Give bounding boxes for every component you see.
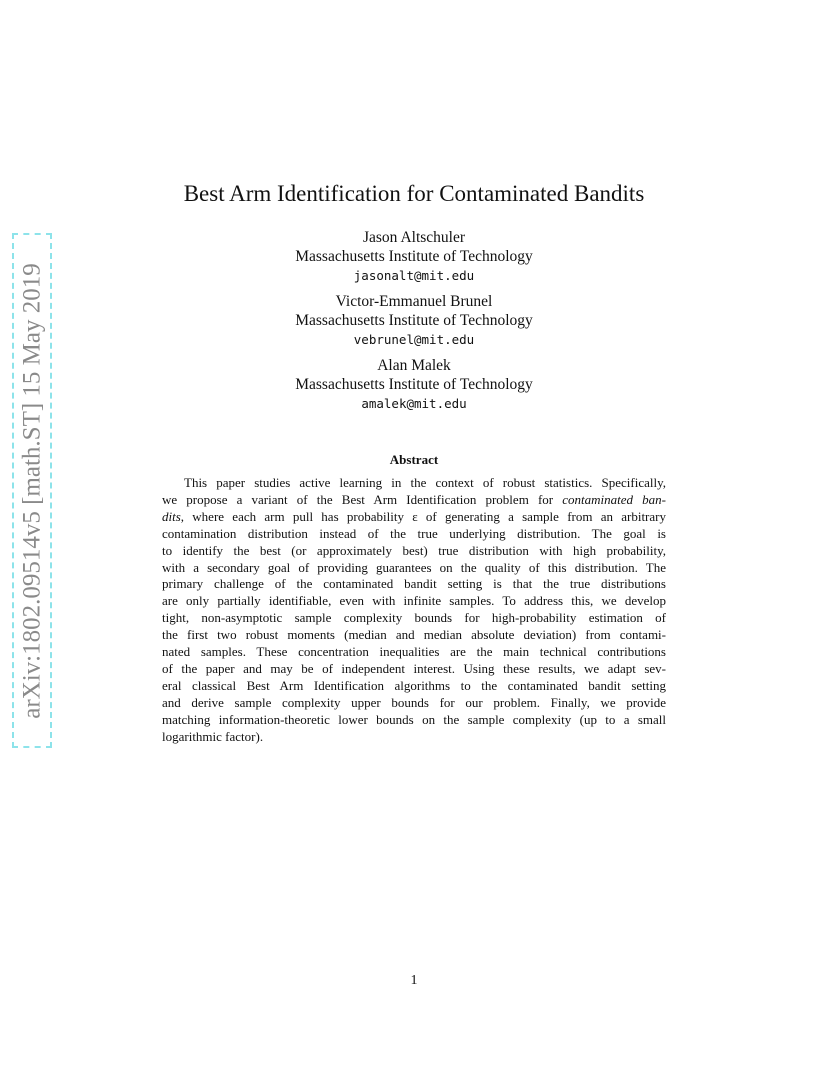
author-block (0, 228, 828, 285)
author-email: amalek@mit.edu (361, 396, 467, 411)
author-block (0, 356, 828, 413)
abstract-body (162, 475, 666, 746)
abstract-line: we propose a variant of the Best Arm Identification problem for contaminated ban- (162, 491, 666, 507)
abstract-line: eral classical Best Arm Identification algorithms to the contaminated bandit setting (162, 677, 666, 693)
abstract-line: of the paper and may be of independent interest. Using these results, we adapt sev- (162, 660, 666, 676)
author-email: vebrunel@mit.edu (353, 332, 475, 347)
abstract-line: to identify the best (or approximately best) true distribution with high probability, (162, 542, 666, 558)
abstract-line: the first two robust moments (median and median absolute deviation) from contami- (162, 627, 666, 643)
author-institution: Massachusetts Institute of Technology (295, 312, 533, 329)
abstract-line: contamination distribution instead of the true underlying distribution. The goal is (162, 525, 666, 541)
paper-title: Best Arm Identification for Contaminated Bandits (183, 181, 645, 206)
abstract-line: dits, where each arm pull has probability ε of generating a sample from an arbitrary (162, 508, 666, 524)
author-name: Jason Altschuler (362, 229, 466, 246)
abstract-heading: Abstract (389, 452, 439, 467)
emphasis: dits (162, 508, 181, 524)
author-block (0, 292, 828, 349)
abstract-line: logarithmic factor). (162, 728, 264, 744)
arxiv-identifier: arXiv:1802.09514v5 [math.ST] 15 May 2019 (18, 262, 46, 719)
abstract-line: matching information-theoretic lower bounds on the sample complexity (up to a small (162, 711, 666, 727)
abstract-line: and derive sample complexity upper bounds for our problem. Finally, we provide (162, 694, 666, 710)
emphasis: contaminated ban- (562, 491, 666, 507)
abstract-line: This paper studies active learning in the context of robust statistics. Specifically, (184, 475, 666, 490)
abstract-line: tight, non-asymptotic sample complexity bounds for high-probability estimation of (162, 610, 666, 626)
author-email: jasonalt@mit.edu (353, 268, 475, 283)
abstract-line: primary challenge of the contaminated bandit setting is that the true distributions (162, 576, 666, 592)
abstract-line: with a secondary goal of providing guarantees on the quality of this distribution. The (162, 559, 666, 575)
page-number: 1 (410, 973, 418, 988)
abstract-line: nated samples. These concentration inequalities are the main technical contributions (162, 644, 666, 660)
author-institution: Massachusetts Institute of Technology (295, 248, 533, 265)
abstract-line: are only partially identifiable, even with infinite samples. To address this, we develop (162, 593, 666, 609)
author-name: Alan Malek (377, 357, 451, 374)
author-name: Victor-Emmanuel Brunel (335, 293, 493, 310)
author-institution: Massachusetts Institute of Technology (295, 376, 533, 393)
